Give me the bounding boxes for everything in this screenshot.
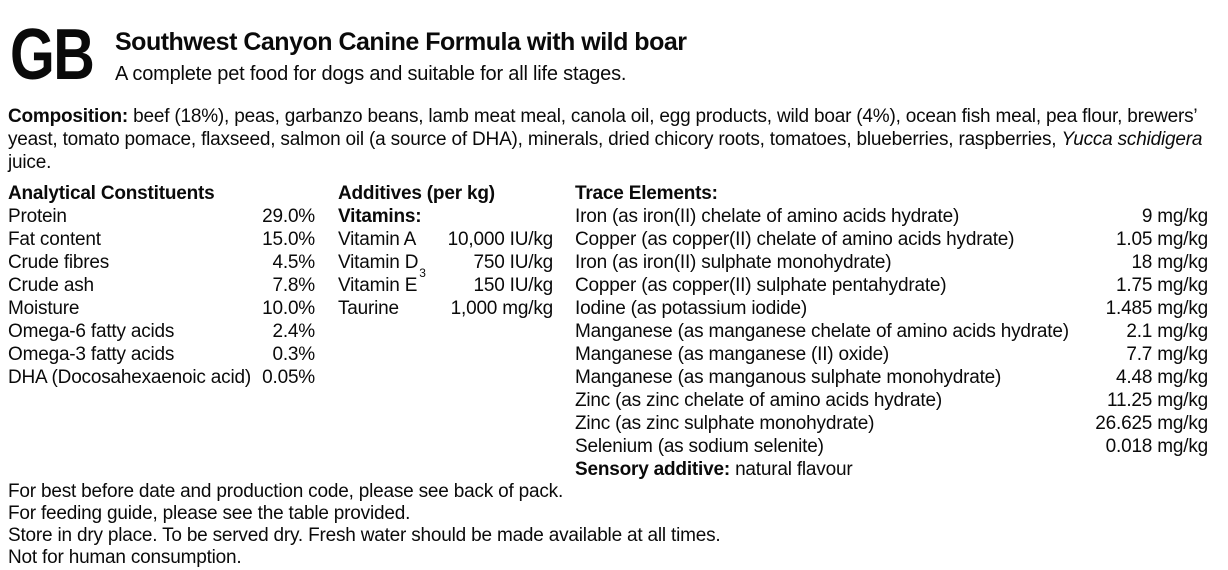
table-row: Crude ash 7.8%	[8, 275, 315, 296]
table-row: Vitamin A 10,000 IU/kg	[338, 229, 553, 250]
table-row: Manganese (as manganese chelate of amino acids hydrate) 2.1 mg/kg	[575, 321, 1208, 342]
header	[10, 15, 1220, 95]
sensory-additive-value: natural flavour	[729, 459, 853, 480]
nutrition-columns	[8, 182, 1208, 481]
table-row: Manganese (as manganese (II) oxide) 7.7 mg/kg	[575, 344, 1208, 365]
table-row: Vitamin $D_3$ 750 IU/kg	[338, 252, 553, 280]
sensory-additive-label: Sensory additive:	[575, 459, 730, 480]
footer-line: For feeding guide, please see the table provided.	[8, 503, 411, 524]
table-row: Copper (as copper(II) chelate of amino acids hydrate) 1.05 mg/kg	[575, 229, 1208, 250]
product-subtitle: A complete pet food for dogs and suitable for all life stages.	[115, 63, 627, 85]
region-code-gb: GB	[10, 15, 94, 95]
table-row: Vitamin E 150 IU/kg	[338, 275, 553, 296]
additives-subheading-row	[338, 205, 553, 228]
product-title: Southwest Canyon Canine Formula with wild boar	[115, 28, 687, 56]
vitamin-d-subscript: 3	[419, 265, 426, 280]
footer-line: For best before date and production code, please see back of pack.	[8, 481, 564, 502]
table-row: Manganese (as manganous sulphate monohydrate) 4.48 mg/kg	[575, 367, 1208, 388]
table-row: Zinc (as zinc chelate of amino acids hydrate) 11.25 mg/kg	[575, 390, 1208, 411]
sensory-additive-row	[575, 458, 1208, 481]
table-row: Moisture 10.0%	[8, 298, 315, 319]
analytical-constituents-section	[8, 182, 315, 481]
title-block	[115, 26, 686, 92]
table-row: Copper (as copper(II) sulphate pentahydrate) 1.75 mg/kg	[575, 275, 1208, 296]
table-row: Protein 29.0%	[8, 206, 315, 227]
table-row: Omega-6 fatty acids 2.4%	[8, 321, 315, 342]
table-row: Omega-3 fatty acids 0.3%	[8, 344, 315, 365]
composition-species-italic: Yucca schidigera	[1061, 129, 1203, 150]
composition-paragraph	[8, 105, 1220, 174]
trace-heading: Trace Elements:	[575, 183, 718, 204]
additives-section	[338, 182, 553, 481]
footer-line: Store in dry place. To be served dry. Fresh water should be made available at all times.	[8, 525, 721, 546]
pet-food-label	[0, 15, 1228, 570]
table-row: Selenium (as sodium selenite) 0.018 mg/kg	[575, 436, 1208, 457]
footer-notes	[8, 481, 1220, 569]
table-row: Iodine (as potassium iodide) 1.485 mg/kg	[575, 298, 1208, 319]
table-row: Taurine 1,000 mg/kg	[338, 298, 553, 319]
table-row: DHA (Docosahexaenoic acid) 0.05%	[8, 367, 315, 388]
additives-heading: Additives (per kg)	[338, 183, 495, 204]
analytical-heading: Analytical Constituents	[8, 183, 215, 204]
table-row: Fat content 15.0%	[8, 229, 315, 250]
vitamins-subheading: Vitamins:	[338, 206, 422, 227]
table-row: Crude fibres 4.5%	[8, 252, 315, 273]
composition-tail: juice.	[8, 152, 52, 173]
trace-elements-section	[575, 182, 1208, 481]
composition-label: Composition:	[8, 106, 129, 127]
table-row: Iron (as iron(II) chelate of amino acids hydrate) 9 mg/kg	[575, 206, 1208, 227]
composition-text: beef (18%), peas, garbanzo beans, lamb meat meal, canola oil, egg products, wild boar (4%), ocean fish meal, pea flour, brewers’ yeast, tomato pomace, flaxseed, salmon oil (a source of DHA), minerals, dried chicory roots, tomatoes, blueberries, raspberries,	[8, 106, 1197, 150]
table-row: Zinc (as zinc sulphate monohydrate) 26.625 mg/kg	[575, 413, 1208, 434]
table-row: Iron (as iron(II) sulphate monohydrate) 18 mg/kg	[575, 252, 1208, 273]
footer-line: Not for human consumption.	[8, 547, 242, 568]
